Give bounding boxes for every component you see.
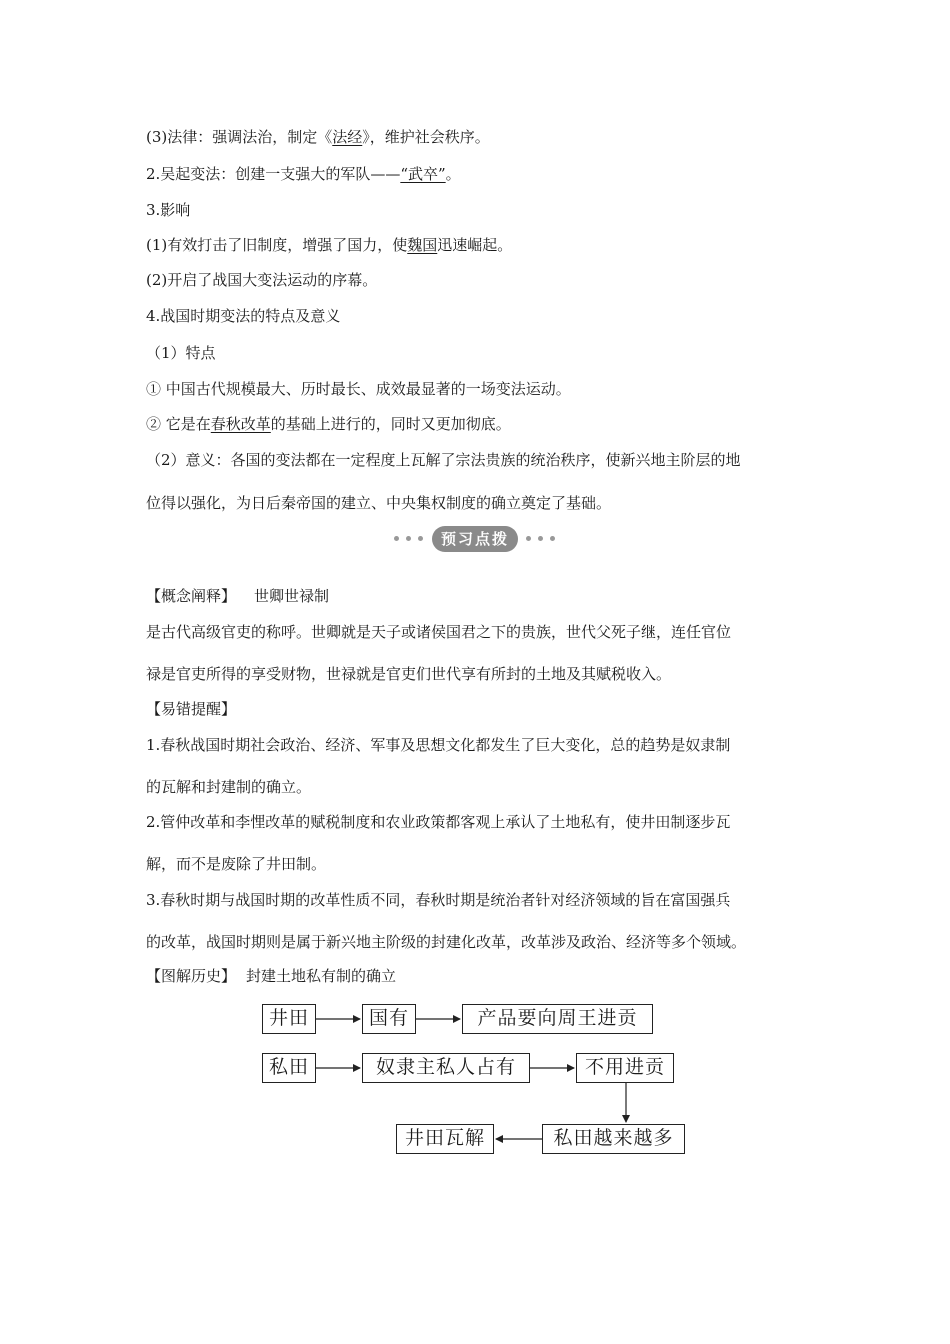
box-sitian: 私田 bbox=[262, 1053, 316, 1083]
text-line-significance-a: （2）意义：各国的变法都在一定程度上瓦解了宗法贵族的统治秩序，使新兴地主阶层的地 bbox=[146, 451, 741, 469]
box-sitian-increase: 私田越来越多 bbox=[542, 1124, 685, 1154]
influence-1-prefix: (1)有效打击了旧制度，增强了国力，使 bbox=[146, 236, 408, 254]
concept-paragraph-b: 禄是官吏所得的享受财物，世禄就是官吏们世代享有所封的土地及其赋税收入。 bbox=[146, 665, 672, 683]
text-line-features: （1）特点 bbox=[146, 344, 216, 362]
concept-heading: 【概念阐释】 bbox=[146, 587, 237, 605]
fajing-underlined: 法经 bbox=[332, 128, 363, 146]
reminder-item-2a: 2.管仲改革和李悝改革的赋税制度和农业政策都客观上承认了土地私有，使井田制逐步瓦 bbox=[146, 813, 731, 831]
reminder-item-1a: 1.春秋战国时期社会政治、经济、军事及思想文化都发生了巨大变化，总的趋势是奴隶制 bbox=[146, 736, 731, 754]
influence-1-suffix: 迅速崛起。 bbox=[437, 236, 513, 254]
box-slaveowner-private: 奴隶主私人占有 bbox=[362, 1053, 530, 1083]
reminder-item-2b: 解，而不是废除了井田制。 bbox=[146, 855, 327, 873]
box-tribute-to-zhou: 产品要向周王进贡 bbox=[462, 1004, 653, 1034]
weiguo-underlined: 魏国 bbox=[407, 236, 438, 254]
wuqi-suffix: 。 bbox=[445, 165, 461, 183]
concept-term: 世卿世禄制 bbox=[254, 587, 330, 605]
feature-2-prefix: ② 它是在 bbox=[146, 415, 211, 433]
text-line-features-heading: 4.战国时期变法的特点及意义 bbox=[146, 307, 341, 325]
text-line-influence: 3.影响 bbox=[146, 201, 191, 219]
text-line-influence-2: (2)开启了战国大变法运动的序幕。 bbox=[146, 271, 378, 289]
law-prefix: (3)法律：强调法治，制定《 bbox=[146, 128, 333, 146]
reminder-item-3a: 3.春秋时期与战国时期的改革性质不同，春秋时期是统治者针对经济领域的旨在富国强兵 bbox=[146, 891, 731, 909]
box-guoyou: 国有 bbox=[362, 1004, 416, 1034]
text-line-significance-b: 位得以强化，为日后秦帝国的建立、中央集权制度的确立奠定了基础。 bbox=[146, 494, 612, 512]
law-suffix: 》，维护社会秩序。 bbox=[362, 128, 490, 146]
wuzu-underlined: “武卒” bbox=[400, 165, 446, 183]
diagram-heading: 【图解历史】 bbox=[146, 967, 237, 985]
reminder-heading: 【易错提醒】 bbox=[146, 700, 237, 718]
diagram-title: 封建土地私有制的确立 bbox=[246, 967, 397, 985]
banner-label: 预习点拨 bbox=[432, 526, 518, 552]
feature-2-suffix: 的基础上进行的，同时又更加彻底。 bbox=[270, 415, 511, 433]
box-no-tribute: 不用进贡 bbox=[576, 1053, 674, 1083]
chunqiu-gaige-underlined: 春秋改革 bbox=[210, 415, 271, 433]
box-jingtian: 井田 bbox=[262, 1004, 316, 1034]
reminder-item-1b: 的瓦解和封建制的确立。 bbox=[146, 778, 312, 796]
text-line-feature-1: ① 中国古代规模最大、历时最长、成效最显著的一场变法运动。 bbox=[146, 380, 571, 398]
concept-paragraph-a: 是古代高级官吏的称呼。世卿就是天子或诸侯国君之下的贵族，世代父死子继，连任官位 bbox=[146, 623, 732, 641]
reminder-item-3b: 的改革，战国时期则是属于新兴地主阶级的封建化改革，改革涉及政治、经济等多个领域。 bbox=[146, 933, 747, 951]
wuqi-prefix: 2.吴起变法：创建一支强大的军队—— bbox=[146, 165, 401, 183]
box-jingtian-collapse: 井田瓦解 bbox=[396, 1124, 494, 1154]
